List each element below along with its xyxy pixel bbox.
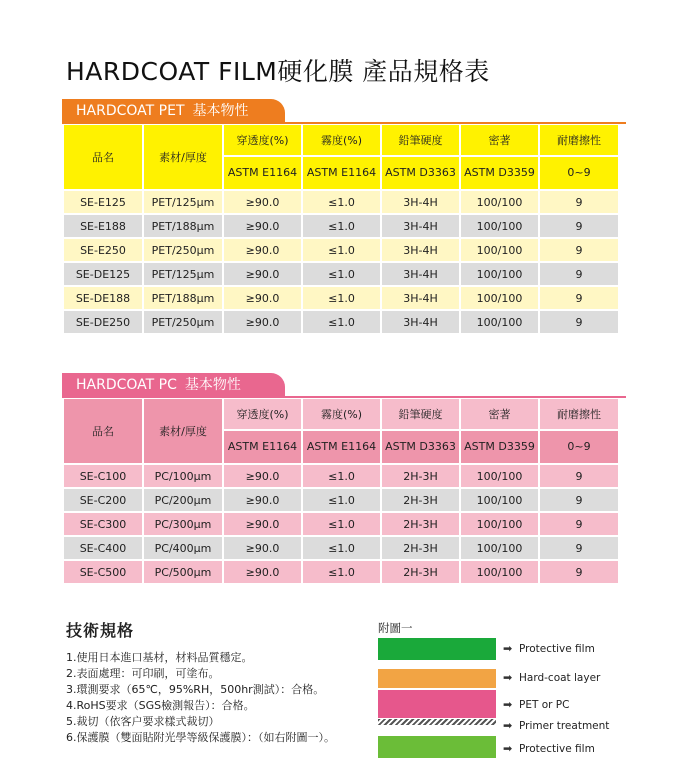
cell-transmittance: ≥90.0: [224, 287, 301, 309]
section-tab-label-en: HARDCOAT PET: [76, 103, 185, 119]
layer-label-text: Hard-coat layer: [519, 672, 601, 684]
list-item: 3.環測要求（65℃，95%RH，500hr測試）：合格。: [66, 683, 325, 696]
cell-transmittance: ≥90.0: [224, 537, 301, 559]
cell-name: SE-E188: [64, 215, 142, 237]
table-row: [64, 287, 618, 309]
cell-abrasion: 9: [540, 287, 618, 309]
cell-adhesion: 100/100: [461, 513, 538, 535]
cell-material: PET/125μm: [144, 191, 222, 213]
cell-material: PC/200μm: [144, 489, 222, 511]
layer-label: [503, 742, 595, 755]
cell-abrasion: 9: [540, 561, 618, 583]
method-transmittance: ASTM E1164: [224, 431, 301, 463]
table-row: [64, 239, 618, 261]
cell-abrasion: 9: [540, 239, 618, 261]
arrow-right-icon: ➡: [503, 742, 513, 755]
cell-material: PET/188μm: [144, 215, 222, 237]
header-adhesion: 密著: [461, 125, 538, 155]
layer-substrate: [378, 690, 496, 718]
header-name: 品名: [64, 125, 142, 189]
method-haze: ASTM E1164: [303, 157, 380, 189]
cell-abrasion: 9: [540, 465, 618, 487]
cell-hardness: 3H-4H: [382, 311, 459, 333]
cell-abrasion: 9: [540, 513, 618, 535]
section-tab-label-cn: 基本物性: [192, 103, 249, 119]
cell-haze: ≤1.0: [303, 239, 380, 261]
cell-material: PC/300μm: [144, 513, 222, 535]
cell-name: SE-DE125: [64, 263, 142, 285]
header-transmittance: 穿透度(%): [224, 125, 301, 155]
cell-haze: ≤1.0: [303, 465, 380, 487]
cell-adhesion: 100/100: [461, 311, 538, 333]
cell-name: SE-C200: [64, 489, 142, 511]
list-item: 5.裁切（依客户要求樣式裁切）: [66, 715, 220, 728]
table-row: [64, 311, 618, 333]
section-tab-label-cn: 基本物性: [184, 377, 241, 393]
pc-spec-table: [62, 397, 620, 585]
cell-abrasion: 9: [540, 311, 618, 333]
cell-adhesion: 100/100: [461, 561, 538, 583]
method-adhesion: ASTM D3359: [461, 157, 538, 189]
method-transmittance: ASTM E1164: [224, 157, 301, 189]
cell-material: PC/500μm: [144, 561, 222, 583]
cell-material: PET/125μm: [144, 263, 222, 285]
cell-transmittance: ≥90.0: [224, 513, 301, 535]
cell-hardness: 3H-4H: [382, 215, 459, 237]
cell-transmittance: ≥90.0: [224, 239, 301, 261]
method-abrasion: 0~9: [540, 157, 618, 189]
layer-label: [503, 698, 569, 711]
cell-hardness: 2H-3H: [382, 465, 459, 487]
cell-adhesion: 100/100: [461, 287, 538, 309]
pet-spec-table: [62, 123, 620, 335]
table-row: [64, 465, 618, 487]
cell-material: PC/400μm: [144, 537, 222, 559]
cell-name: SE-DE250: [64, 311, 142, 333]
header-abrasion: 耐磨擦性: [540, 399, 618, 429]
header-hardness: 鉛筆硬度: [382, 125, 459, 155]
cell-transmittance: ≥90.0: [224, 489, 301, 511]
cell-haze: ≤1.0: [303, 263, 380, 285]
list-item: 6.保護膜（雙面貼附光學等級保護膜）：（如右附圖一）。: [66, 731, 335, 744]
layer-label: [503, 719, 609, 732]
cell-name: SE-C300: [64, 513, 142, 535]
layer-label-text: Primer treatment: [519, 720, 610, 732]
layer-label: [503, 642, 595, 655]
cell-adhesion: 100/100: [461, 537, 538, 559]
tech-specs-list: [66, 650, 335, 746]
cell-name: SE-C500: [64, 561, 142, 583]
cell-abrasion: 9: [540, 537, 618, 559]
cell-hardness: 2H-3H: [382, 561, 459, 583]
figure-title: 附圖一: [378, 621, 413, 635]
layer-label-text: Protective film: [519, 743, 595, 755]
table-row: [64, 215, 618, 237]
list-item: 2.表面處理：可印刷，可塗布。: [66, 667, 220, 680]
table-row: [64, 513, 618, 535]
cell-transmittance: ≥90.0: [224, 263, 301, 285]
cell-name: SE-C400: [64, 537, 142, 559]
cell-name: SE-DE188: [64, 287, 142, 309]
cell-haze: ≤1.0: [303, 311, 380, 333]
header-haze: 霧度(%): [303, 399, 380, 429]
layer-primer: [378, 719, 496, 725]
header-name: 品名: [64, 399, 142, 463]
section-tab-pc: [62, 373, 285, 397]
method-haze: ASTM E1164: [303, 431, 380, 463]
arrow-right-icon: ➡: [503, 671, 513, 684]
layer-label-text: PET or PC: [519, 699, 570, 711]
cell-adhesion: 100/100: [461, 489, 538, 511]
layer-protective-film-bottom: [378, 736, 496, 758]
cell-haze: ≤1.0: [303, 489, 380, 511]
cell-transmittance: ≥90.0: [224, 465, 301, 487]
cell-adhesion: 100/100: [461, 215, 538, 237]
cell-abrasion: 9: [540, 215, 618, 237]
cell-name: SE-E250: [64, 239, 142, 261]
header-material: 素材/厚度: [144, 125, 222, 189]
list-item: 4.RoHS要求（SGS檢測報告）：合格。: [66, 699, 255, 712]
header-material: 素材/厚度: [144, 399, 222, 463]
cell-name: SE-C100: [64, 465, 142, 487]
header-hardness: 鉛筆硬度: [382, 399, 459, 429]
layer-hardcoat: [378, 669, 496, 688]
cell-haze: ≤1.0: [303, 561, 380, 583]
section-tab-label-en: HARDCOAT PC: [76, 377, 177, 393]
cell-adhesion: 100/100: [461, 191, 538, 213]
cell-material: PET/250μm: [144, 239, 222, 261]
header-haze: 霧度(%): [303, 125, 380, 155]
table-row: [64, 263, 618, 285]
cell-abrasion: 9: [540, 263, 618, 285]
method-hardness: ASTM D3363: [382, 431, 459, 463]
cell-abrasion: 9: [540, 191, 618, 213]
cell-hardness: 2H-3H: [382, 513, 459, 535]
header-abrasion: 耐磨擦性: [540, 125, 618, 155]
cell-haze: ≤1.0: [303, 537, 380, 559]
cell-haze: ≤1.0: [303, 191, 380, 213]
arrow-right-icon: ➡: [503, 719, 513, 732]
method-adhesion: ASTM D3359: [461, 431, 538, 463]
cell-transmittance: ≥90.0: [224, 561, 301, 583]
cell-hardness: 3H-4H: [382, 263, 459, 285]
cell-adhesion: 100/100: [461, 465, 538, 487]
cell-hardness: 2H-3H: [382, 489, 459, 511]
cell-material: PET/250μm: [144, 311, 222, 333]
table-row: [64, 191, 618, 213]
cell-transmittance: ≥90.0: [224, 191, 301, 213]
arrow-right-icon: ➡: [503, 698, 513, 711]
cell-haze: ≤1.0: [303, 215, 380, 237]
tech-specs-title: 技術規格: [66, 621, 135, 640]
section-tab-pet: [62, 99, 285, 123]
cell-material: PET/188μm: [144, 287, 222, 309]
arrow-right-icon: ➡: [503, 642, 513, 655]
cell-material: PC/100μm: [144, 465, 222, 487]
cell-adhesion: 100/100: [461, 239, 538, 261]
cell-hardness: 2H-3H: [382, 537, 459, 559]
cell-abrasion: 9: [540, 489, 618, 511]
layer-label-text: Protective film: [519, 643, 595, 655]
layer-label: [503, 671, 600, 684]
table-row: [64, 561, 618, 583]
cell-haze: ≤1.0: [303, 513, 380, 535]
cell-hardness: 3H-4H: [382, 287, 459, 309]
cell-adhesion: 100/100: [461, 263, 538, 285]
cell-hardness: 3H-4H: [382, 239, 459, 261]
cell-transmittance: ≥90.0: [224, 311, 301, 333]
method-abrasion: 0~9: [540, 431, 618, 463]
table-row: [64, 537, 618, 559]
layer-protective-film-top: [378, 638, 496, 660]
table-row: [64, 489, 618, 511]
method-hardness: ASTM D3363: [382, 157, 459, 189]
header-adhesion: 密著: [461, 399, 538, 429]
cell-transmittance: ≥90.0: [224, 215, 301, 237]
cell-name: SE-E125: [64, 191, 142, 213]
cell-haze: ≤1.0: [303, 287, 380, 309]
list-item: 1.使用日本進口基材，材料品質穩定。: [66, 651, 253, 664]
cell-hardness: 3H-4H: [382, 191, 459, 213]
page-title: HARDCOAT FILM硬化膜 產品規格表: [66, 57, 490, 86]
header-transmittance: 穿透度(%): [224, 399, 301, 429]
